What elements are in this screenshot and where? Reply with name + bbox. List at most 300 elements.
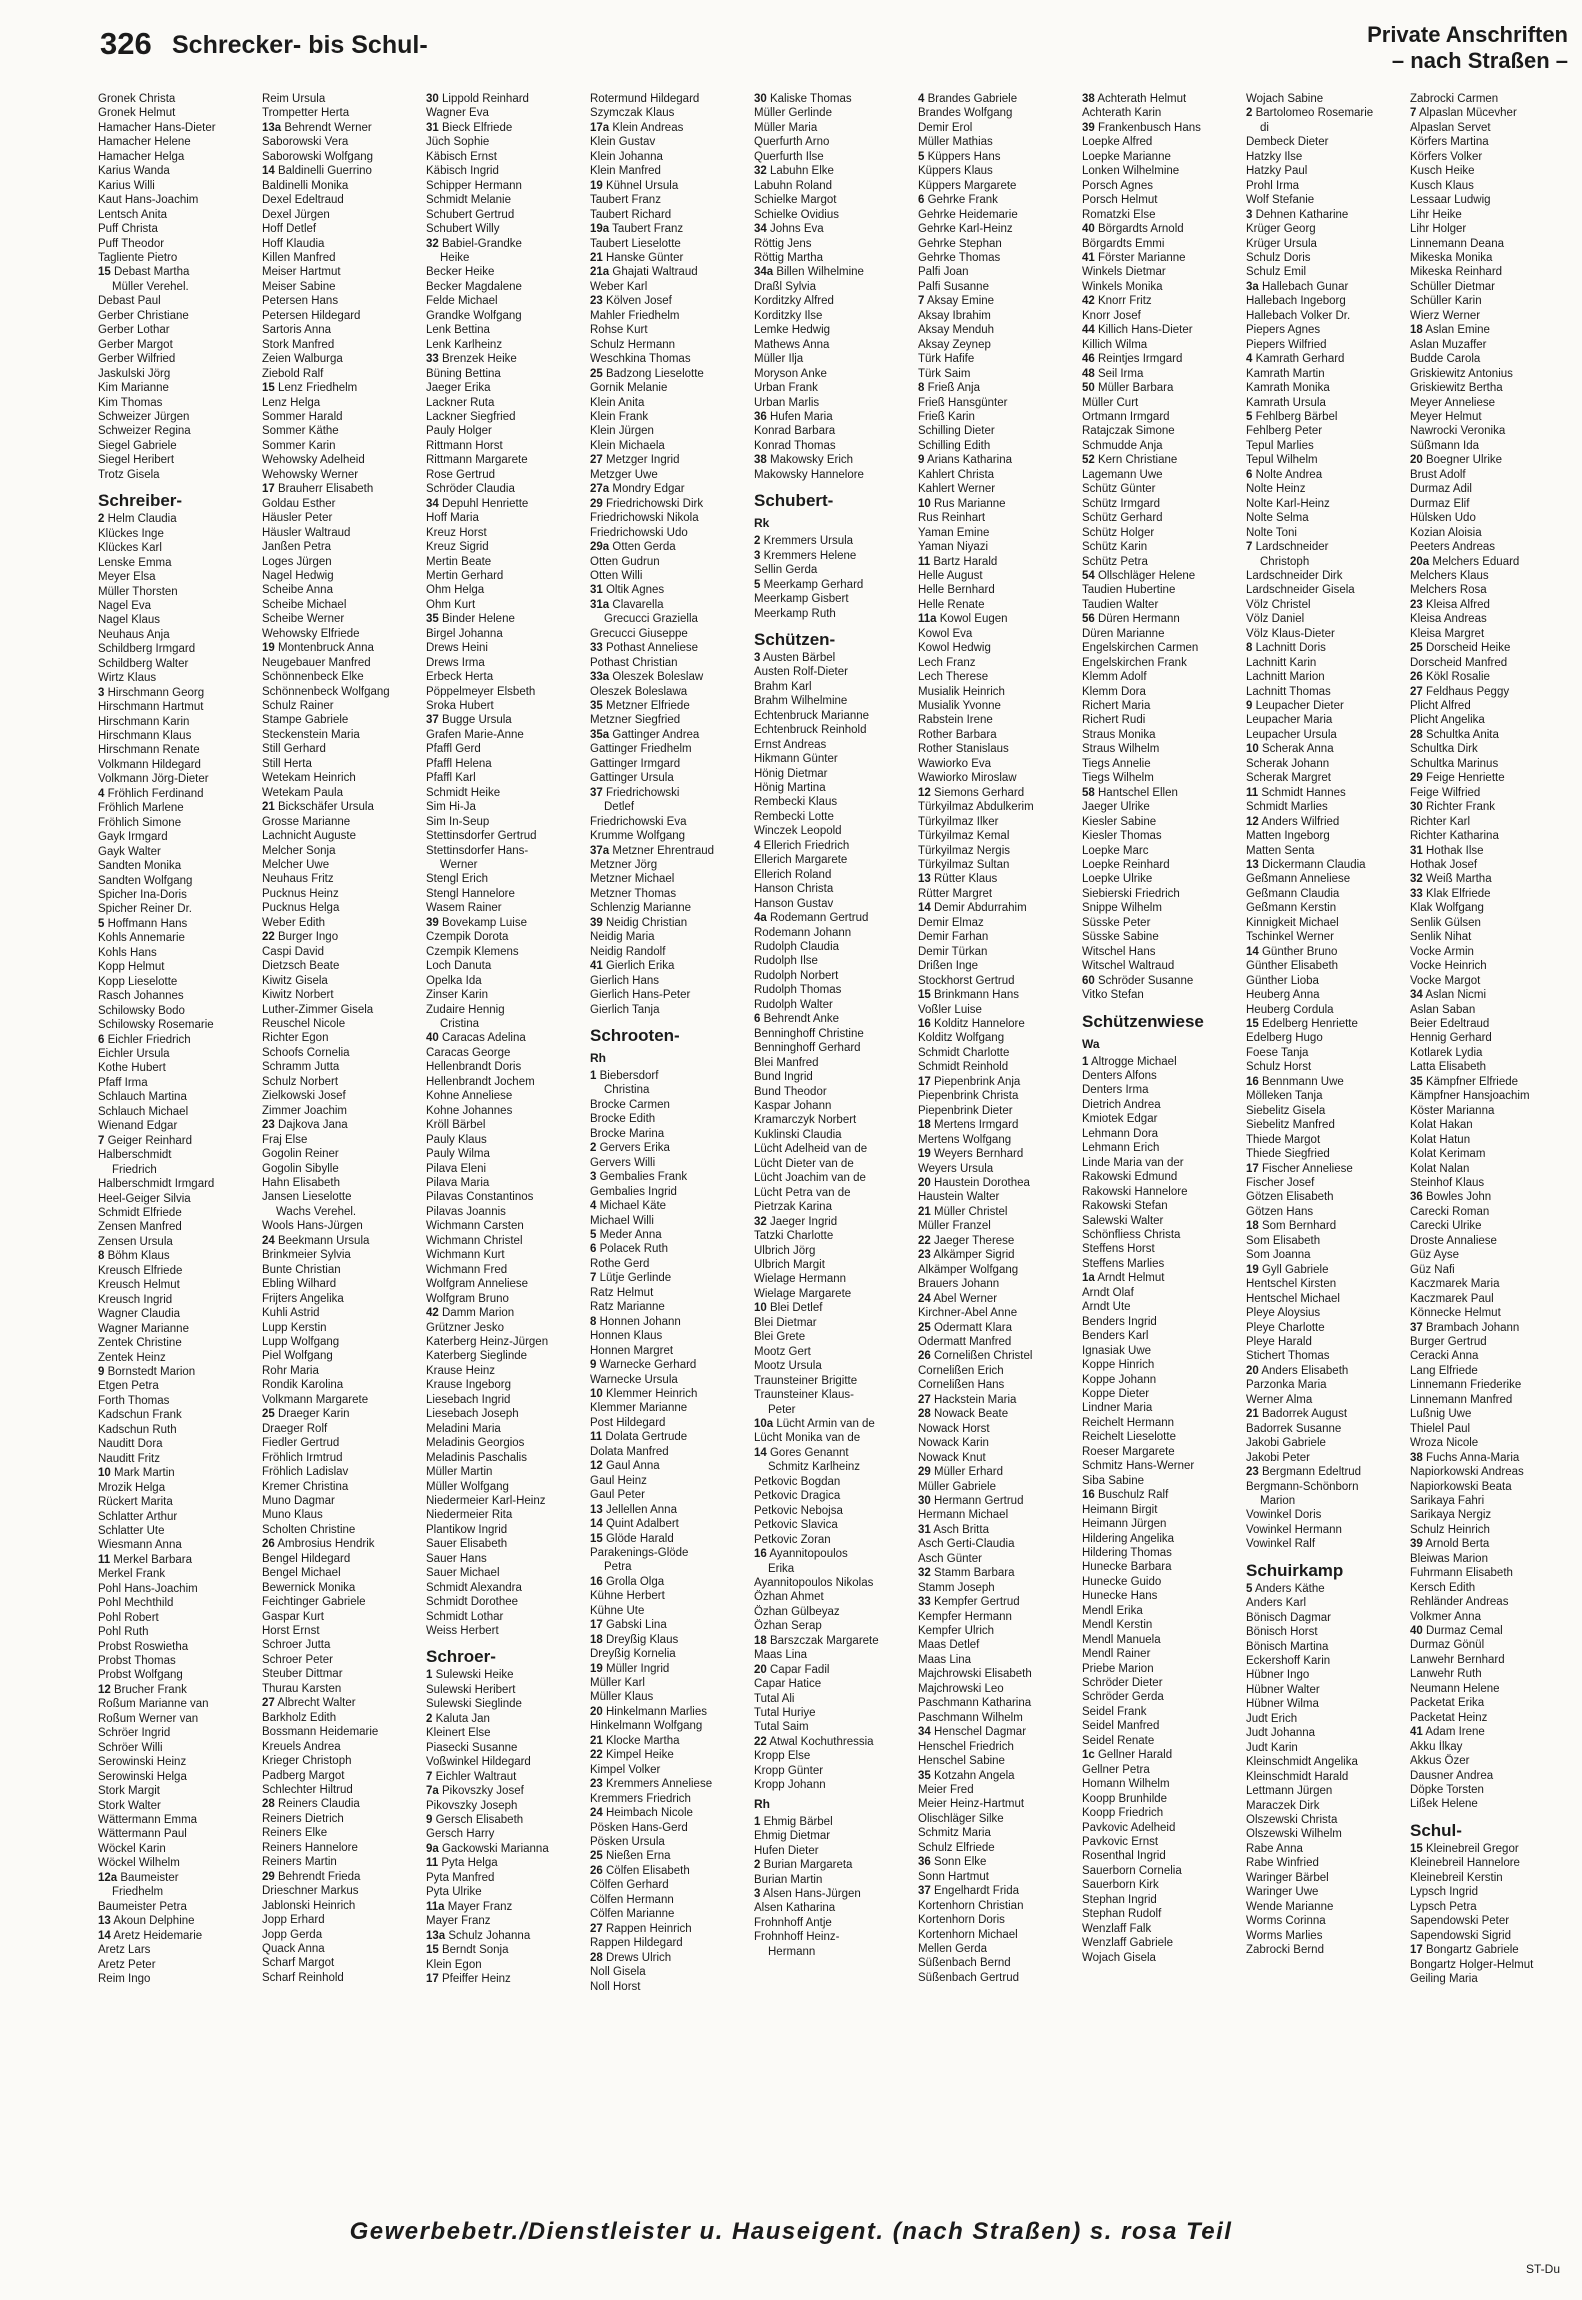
resident-entry: Schröer Willi	[98, 1741, 163, 1754]
resident-entry: Sulewski Heribert	[426, 1683, 516, 1696]
resident-entry: Rus Reinhart	[918, 512, 986, 525]
house-number: 4	[98, 787, 105, 800]
resident-entry: Engelskirchen Carmen	[1082, 642, 1199, 655]
resident-entry: Porsch Helmut	[1082, 194, 1158, 207]
resident-entry: Kleinert Else	[426, 1727, 491, 1740]
resident-entry: Sommer Karin	[262, 439, 336, 452]
resident-entry: Götzen Hans	[1246, 1205, 1314, 1218]
resident-entry: Janßen Petra	[262, 541, 332, 554]
resident-entry: Schlechter Hiltrud	[262, 1784, 353, 1797]
house-number: 19	[918, 1148, 931, 1161]
resident-entry: Tutal Saim	[754, 1721, 809, 1734]
resident-entry: 23 Dajkova Jana	[262, 1119, 348, 1132]
resident-entry: Brocke Marina	[590, 1127, 665, 1140]
resident-entry: Stettinsdorfer Hans-	[426, 844, 529, 857]
house-number: 27	[590, 454, 603, 467]
resident-entry: Klemm Dora	[1082, 685, 1146, 698]
house-number: 35	[1410, 1075, 1423, 1088]
resident-entry: Hülsken Udo	[1410, 512, 1476, 525]
resident-entry: Schulz Heinrich	[1410, 1523, 1490, 1536]
house-number: 10	[918, 497, 931, 510]
house-number: 31	[918, 1523, 931, 1536]
resident-entry: Dexel Edeltraud	[262, 194, 344, 207]
resident-entry: Barkholz Edith	[262, 1711, 337, 1724]
resident-entry: Cölfen Gerhard	[590, 1879, 669, 1892]
resident-entry: Wichmann Kurt	[426, 1249, 505, 1262]
house-number: 50	[1082, 382, 1095, 395]
resident-entry: Kim Thomas	[98, 396, 163, 409]
resident-entry: Drews Heini	[426, 642, 488, 655]
resident-entry: Schütz Günter	[1082, 483, 1156, 496]
resident-entry: Hennig Gerhard	[1410, 1032, 1492, 1045]
house-number: 18	[1410, 324, 1423, 337]
resident-entry: Probst Roswietha	[98, 1640, 189, 1653]
resident-entry: Schramm Jutta	[262, 1061, 340, 1074]
resident-entry: Mikeska Reinhard	[1410, 266, 1503, 279]
resident-entry: Gehrke Karl-Heinz	[918, 223, 1013, 236]
resident-entry: Schröder Dieter	[1082, 1677, 1163, 1690]
resident-entry: Kreusch Helmut	[98, 1279, 180, 1292]
resident-entry: 35a Gattinger Andrea	[590, 728, 700, 741]
resident-entry: Kleinschmidt Harald	[1246, 1770, 1349, 1783]
resident-entry: Cölfen Hermann	[590, 1893, 674, 1906]
resident-entry: Müller Franzel	[918, 1220, 991, 1233]
resident-entry: Mayer Franz	[426, 1915, 491, 1928]
resident-entry: Reuschel Nicole	[262, 1018, 346, 1030]
resident-entry: Wawiorko Eva	[918, 757, 992, 770]
resident-entry: Taubert Franz	[590, 194, 661, 207]
resident-entry: Gornik Melanie	[590, 382, 668, 395]
resident-entry: Liesebach Ingrid	[426, 1393, 511, 1406]
house-number: 27a	[590, 483, 610, 496]
resident-entry: Schlatter Ute	[98, 1524, 165, 1537]
resident-entry: Schmitz Maria	[918, 1827, 991, 1840]
resident-entry: Wojach Gisela	[1082, 1951, 1156, 1964]
resident-entry: Kopp Lieselotte	[98, 975, 178, 988]
resident-entry: Melcher Uwe	[262, 859, 330, 872]
resident-entry: Sim Hi-Ja	[426, 801, 476, 814]
resident-entry: Türkyilmaz Ilker	[918, 815, 999, 828]
resident-entry: Wienand Edgar	[98, 1120, 178, 1133]
directory-column	[588, 92, 752, 2210]
resident-entry: 15 Lenz Friedhelm	[262, 382, 358, 395]
resident-entry: Cornelißen Erich	[918, 1364, 1004, 1377]
resident-entry: Wools Hans-Jürgen	[262, 1220, 363, 1233]
resident-entry: 5 Meerkamp Gerhard	[754, 578, 864, 591]
resident-entry: Brinkmeier Sylvia	[262, 1249, 351, 1262]
resident-entry: Lachnitt Marion	[1246, 671, 1325, 684]
resident-entry: Urban Marlis	[754, 396, 820, 409]
resident-entry: 5 Küppers Hans	[918, 150, 1001, 163]
resident-entry: 60 Schröder Susanne	[1082, 974, 1194, 987]
resident-entry: Niedermeier Karl-Heinz	[426, 1494, 546, 1507]
resident-entry: Kühne Ute	[590, 1604, 645, 1617]
resident-entry: Querfurth Arno	[754, 136, 830, 149]
resident-entry: Lackner Siegfried	[426, 410, 516, 423]
resident-entry: Killich Wilma	[1082, 338, 1148, 351]
resident-entry: Mathews Anna	[754, 338, 830, 351]
resident-entry: Heel-Geiger Silvia	[98, 1192, 191, 1205]
resident-entry: Hamacher Helene	[98, 136, 191, 149]
resident-entry: Packetat Heinz	[1410, 1711, 1488, 1724]
resident-entry: Taudien Hubertine	[1082, 584, 1176, 597]
resident-entry: 7 Lardschneider	[1246, 541, 1329, 554]
resident-entry: Stephan Ingrid	[1082, 1893, 1157, 1906]
resident-entry: Serowinski Helga	[98, 1770, 187, 1783]
resident-entry: Türk Saim	[918, 367, 971, 380]
directory-column	[424, 92, 588, 2210]
resident-entry: Schielke Margot	[754, 194, 837, 207]
resident-entry: Rembecki Klaus	[754, 796, 838, 809]
resident-entry: Kozian Aloisia	[1410, 526, 1482, 539]
resident-entry: Meyer Helmut	[1410, 410, 1482, 423]
resident-entry: Vitko Stefan	[1082, 989, 1144, 1002]
resident-entry: 17a Klein Andreas	[590, 121, 684, 134]
resident-entry: Oleszek Boleslawa	[590, 685, 688, 698]
entry-continuation: Petra	[604, 1561, 632, 1574]
resident-entry: Mellen Gerda	[918, 1943, 988, 1955]
resident-entry: Neuhaus Anja	[98, 628, 170, 641]
resident-entry: Kohls Hans	[98, 946, 157, 959]
resident-entry: Waringer Uwe	[1246, 1886, 1319, 1899]
house-number: 33	[590, 642, 603, 655]
resident-entry: Zimmer Joachim	[262, 1104, 347, 1117]
resident-entry: Salewski Walter	[1082, 1214, 1164, 1227]
house-number: 24	[590, 1807, 603, 1820]
house-number: 23	[590, 295, 603, 308]
house-number: 31	[590, 584, 603, 597]
house-number: 23	[1246, 1466, 1259, 1479]
resident-entry: Echtenbruck Reinhold	[754, 724, 867, 737]
resident-entry: Seidel Manfred	[1082, 1720, 1160, 1733]
house-number: 25	[590, 367, 603, 380]
resident-entry: Bengel Hildegard	[262, 1552, 351, 1565]
directory-column	[1408, 92, 1572, 2210]
resident-entry: Carecki Ulrike	[1410, 1220, 1482, 1233]
house-number: 1	[426, 1669, 433, 1682]
resident-entry: Ohm Kurt	[426, 598, 476, 611]
resident-entry: 8 Frieß Anja	[918, 382, 981, 395]
directory-column	[96, 92, 260, 2210]
entry-continuation: Wachs Verehel.	[276, 1205, 357, 1218]
resident-entry: Zentek Christine	[98, 1337, 182, 1350]
house-number: 13	[98, 1915, 111, 1928]
resident-entry: 34 Depuhl Henriette	[426, 497, 529, 510]
resident-entry: 11a Mayer Franz	[426, 1900, 513, 1913]
resident-entry: Kempfer Hermann	[918, 1610, 1012, 1623]
resident-entry: 29 Behrendt Frieda	[262, 1870, 361, 1883]
house-number: 32	[918, 1567, 931, 1580]
resident-entry: 33 Kempfer Gertrud	[918, 1596, 1020, 1609]
resident-entry: Tepul Wilhelm	[1246, 454, 1318, 467]
resident-entry: Wichmann Christel	[426, 1234, 523, 1247]
resident-entry: Klemm Adolf	[1082, 671, 1147, 684]
resident-entry: Katerberg Sieglinde	[426, 1350, 528, 1363]
resident-entry: Hamacher Hans-Dieter	[98, 121, 216, 134]
house-number: 3	[754, 549, 761, 562]
resident-entry: Rakowski Hannelore	[1082, 1185, 1188, 1198]
resident-entry: Tiegs Annelie	[1082, 757, 1151, 770]
resident-entry: Makowsky Hannelore	[754, 468, 864, 481]
house-number: 25	[918, 1321, 931, 1334]
resident-entry: Häusler Waltraud	[262, 526, 351, 539]
resident-entry: Schröder Gerda	[1082, 1691, 1164, 1704]
resident-entry: Lardschneider Dirk	[1246, 569, 1343, 582]
resident-entry: Schultka Dirk	[1410, 743, 1478, 756]
resident-entry: Pilava Maria	[426, 1176, 490, 1189]
resident-entry: Kremmers Friedrich	[590, 1792, 691, 1805]
resident-entry: Musialik Yvonne	[918, 700, 1001, 713]
house-number: 34	[426, 497, 439, 510]
resident-entry: Caspi David	[262, 945, 324, 958]
resident-entry: Hunecke Barbara	[1082, 1561, 1172, 1574]
resident-entry: Weiss Herbert	[426, 1625, 499, 1638]
resident-entry: Lücht Adelheid van de	[754, 1143, 868, 1156]
resident-entry: Latta Elisabeth	[1410, 1061, 1487, 1074]
resident-entry: Lücht Dieter van de	[754, 1157, 854, 1170]
house-number: 48	[1082, 367, 1095, 380]
resident-entry: Nagel Klaus	[98, 614, 161, 627]
resident-entry: Mootz Gert	[754, 1345, 811, 1358]
resident-entry: Völz Christel	[1246, 598, 1311, 611]
resident-entry: 29 Müller Erhard	[918, 1466, 1004, 1479]
resident-entry: Pilavas Joannis	[426, 1205, 506, 1218]
resident-entry: 27 Hackstein Maria	[918, 1393, 1017, 1406]
resident-entry: 3 Hirschmann Georg	[98, 686, 205, 699]
resident-entry: Stichert Thomas	[1246, 1350, 1330, 1363]
resident-entry: 28 Nowack Beate	[918, 1408, 1009, 1421]
resident-entry: 11 Pyta Helga	[426, 1857, 498, 1870]
house-number: 26	[590, 1864, 603, 1877]
resident-entry: Gierlich Hans-Peter	[590, 989, 691, 1002]
resident-entry: Lachnicht Auguste	[262, 830, 356, 843]
resident-entry: Pohl Robert	[98, 1611, 159, 1624]
resident-entry: Kämpfner Hansjoachim	[1410, 1090, 1530, 1103]
house-number: 13	[590, 1503, 603, 1516]
resident-entry: Schubert Gertrud	[426, 208, 515, 221]
house-number: 31	[426, 121, 439, 134]
house-number: 13a	[262, 121, 282, 134]
house-number: 1	[590, 1070, 597, 1082]
house-number: 11	[590, 1431, 603, 1444]
resident-entry: Müller Gabriele	[918, 1480, 996, 1493]
resident-entry: Ehmig Dietmar	[754, 1830, 831, 1843]
resident-entry: Brahm Karl	[754, 680, 812, 693]
resident-entry: 1 Biebersdorf	[590, 1070, 659, 1082]
resident-entry: Klein Manfred	[590, 165, 661, 178]
resident-entry: Geßmann Kerstin	[1246, 902, 1337, 915]
resident-entry: Käbisch Ingrid	[426, 165, 499, 178]
resident-entry: Schroer Peter	[262, 1653, 333, 1666]
resident-entry: Kropp Johann	[754, 1779, 826, 1792]
resident-entry: Baumeister Petra	[98, 1900, 187, 1913]
resident-entry: Schmidt Charlotte	[918, 1046, 1010, 1059]
resident-entry: Rother Barbara	[918, 728, 997, 741]
resident-entry: Cornelißen Hans	[918, 1379, 1005, 1392]
resident-entry: Völz Daniel	[1246, 613, 1305, 626]
resident-entry: 20 Hinkelmann Marlies	[590, 1705, 707, 1718]
resident-entry: Koopp Friedrich	[1082, 1807, 1164, 1820]
resident-entry: Lackner Ruta	[426, 396, 495, 409]
resident-entry: 23 Kleisa Alfred	[1410, 598, 1490, 611]
resident-entry: Klückes Karl	[98, 542, 162, 555]
resident-entry: Hothak Josef	[1410, 859, 1478, 872]
resident-entry: Heuberg Cordula	[1246, 1003, 1334, 1016]
resident-entry: Sapendowski Sigrid	[1410, 1929, 1512, 1942]
house-number: 12a	[98, 1871, 118, 1884]
resident-entry: Caracas George	[426, 1046, 511, 1059]
resident-entry: Türkyilmaz Sultan	[918, 859, 1010, 872]
resident-entry: 15 Debast Martha	[98, 266, 190, 279]
resident-entry: Lihr Heike	[1410, 208, 1462, 221]
house-number: 25	[262, 1408, 275, 1421]
house-number: 10	[590, 1387, 603, 1400]
resident-entry: Snippe Wilhelm	[1082, 902, 1162, 915]
resident-entry: Cölfen Marianne	[590, 1908, 675, 1921]
resident-entry: Schildberg Irmgard	[98, 643, 196, 656]
resident-entry: Siegel Gabriele	[98, 439, 177, 452]
resident-entry: Aksay Zeynep	[918, 338, 991, 351]
resident-entry: Saborowski Vera	[262, 136, 349, 149]
resident-entry: 3 Alsen Hans-Jürgen	[754, 1888, 861, 1901]
resident-entry: Schroer Jutta	[262, 1639, 331, 1652]
house-number: 20a	[1410, 555, 1430, 568]
resident-entry: Metzner Jörg	[590, 859, 658, 872]
resident-entry: Noll Horst	[590, 1980, 641, 1993]
resident-entry: 29 Feige Henriette	[1410, 772, 1505, 785]
resident-entry: 37 Bugge Ursula	[426, 714, 512, 727]
resident-entry: 8 Honnen Johann	[590, 1315, 681, 1328]
entry-continuation: Friedhelm	[112, 1886, 164, 1899]
resident-entry: Ziebold Ralf	[262, 367, 324, 380]
house-number: 29	[918, 1466, 931, 1479]
resident-entry: Ceracki Anna	[1410, 1350, 1479, 1363]
resident-entry: 41 Förster Marianne	[1082, 251, 1186, 264]
house-number: 9	[918, 454, 925, 467]
resident-entry: Kadschun Frank	[98, 1409, 182, 1422]
house-number: 22	[262, 931, 275, 944]
resident-entry: Wiesmann Anna	[98, 1539, 182, 1552]
house-number: 21	[262, 801, 275, 814]
resident-entry: Kolat Nalan	[1410, 1162, 1470, 1175]
resident-entry: Pösken Ursula	[590, 1836, 665, 1849]
resident-entry: Fröhlich Marlene	[98, 802, 184, 815]
resident-entry: Stengl Erich	[426, 873, 489, 886]
resident-entry: Krüger Ursula	[1246, 237, 1317, 250]
resident-entry: Mootz Ursula	[754, 1360, 822, 1373]
resident-entry: Ulbrich Jörg	[754, 1244, 816, 1257]
resident-entry: Benninghoff Gerhard	[754, 1042, 861, 1055]
resident-entry: Wolfgram Anneliese	[426, 1278, 529, 1291]
resident-entry: Pleye Aloysius	[1246, 1307, 1321, 1320]
resident-entry: 41 Adam Irene	[1410, 1726, 1485, 1739]
resident-entry: 17 Gabski Lina	[590, 1619, 667, 1632]
house-number: 37	[1410, 1321, 1423, 1334]
resident-entry: 11 Bartz Harald	[918, 555, 998, 568]
resident-entry: Pucknus Helga	[262, 902, 340, 915]
resident-entry: Pucknus Heinz	[262, 887, 339, 900]
resident-entry: Zensen Manfred	[98, 1221, 182, 1234]
resident-entry: Volkmer Anna	[1410, 1610, 1481, 1623]
resident-entry: Schulz Emil	[1246, 266, 1307, 279]
resident-entry: Metzger Uwe	[590, 468, 658, 481]
resident-entry: Hikmann Günter	[754, 753, 838, 766]
resident-entry: Badorrek Susanne	[1246, 1422, 1342, 1435]
resident-entry: Türkyilmaz Nergis	[918, 844, 1011, 857]
resident-entry: Schmidt Reinhold	[918, 1061, 1009, 1074]
resident-entry: Probst Wolfgang	[98, 1669, 183, 1682]
house-number: 3	[754, 1888, 761, 1901]
resident-entry: Kuhli Astrid	[262, 1307, 320, 1320]
resident-entry: Kolat Hakan	[1410, 1119, 1473, 1132]
resident-entry: 29 Friedrichowski Dirk	[590, 497, 704, 510]
resident-entry: 33 Brenzek Heike	[426, 353, 517, 366]
house-number: 16	[1082, 1489, 1095, 1502]
house-number: 36	[918, 1856, 931, 1869]
resident-entry: Sauerborn Kirk	[1082, 1879, 1159, 1892]
house-number: 21	[918, 1205, 931, 1218]
resident-entry: Hirschmann Karin	[98, 715, 190, 728]
resident-entry: Schultka Marinus	[1410, 757, 1499, 770]
house-number: 39	[1082, 121, 1095, 134]
resident-entry: 52 Kern Christiane	[1082, 454, 1178, 467]
resident-entry: 6 Polacek Ruth	[590, 1243, 669, 1256]
resident-entry: Zabrocki Carmen	[1410, 93, 1499, 105]
resident-entry: Nauditt Dora	[98, 1438, 163, 1451]
house-number: 46	[1082, 353, 1095, 366]
resident-entry: Draeger Rolf	[262, 1422, 328, 1435]
resident-entry: Vocke Margot	[1410, 974, 1481, 987]
resident-entry: Pauly Klaus	[426, 1133, 487, 1146]
resident-entry: Gaul Heinz	[590, 1474, 647, 1487]
resident-entry: Mikeska Monika	[1410, 251, 1493, 264]
resident-entry: Grützner Jesko	[426, 1321, 504, 1334]
resident-entry: Gronek Christa	[98, 93, 176, 105]
resident-entry: Echtenbruck Marianne	[754, 709, 870, 722]
house-number: 2	[1246, 107, 1253, 120]
resident-entry: 50 Müller Barbara	[1082, 382, 1174, 395]
resident-entry: Homann Wilhelm	[1082, 1778, 1170, 1791]
house-number: 6	[98, 1033, 105, 1046]
resident-entry: 36 Bowles John	[1410, 1191, 1492, 1204]
resident-entry: 54 Ollschläger Helene	[1082, 569, 1196, 582]
resident-entry: Hahn Elisabeth	[262, 1176, 340, 1189]
resident-entry: Loges Jürgen	[262, 555, 332, 568]
resident-entry: Nolte Toni	[1246, 526, 1297, 539]
resident-entry: Linnemann Deana	[1410, 237, 1504, 250]
house-number: 29	[590, 497, 603, 510]
resident-entry: Tiegs Wilhelm	[1082, 772, 1154, 785]
house-number: 41	[590, 960, 603, 973]
resident-entry: Meerkamp Ruth	[754, 607, 836, 620]
resident-entry: Rose Gertrud	[426, 468, 496, 481]
district-code: Rh	[590, 1051, 606, 1065]
house-number: 32	[426, 237, 439, 250]
resident-entry: Gerber Wilfried	[98, 353, 176, 366]
resident-entry: 8 Böhm Klaus	[98, 1250, 170, 1263]
resident-entry: Henschel Sabine	[918, 1755, 1005, 1768]
resident-entry: 33a Oleszek Boleslaw	[590, 671, 704, 684]
resident-entry: 9a Gackowski Marianna	[426, 1842, 549, 1855]
resident-entry: Schönnenbeck Elke	[262, 671, 364, 684]
house-number: 11	[98, 1553, 111, 1566]
resident-entry: Blei Manfred	[754, 1056, 819, 1069]
resident-entry: Schilling Dieter	[918, 425, 995, 438]
resident-entry: Schütz Irmgard	[1082, 497, 1160, 510]
resident-entry: Siebelitz Manfred	[1246, 1119, 1335, 1132]
resident-entry: 2 Burian Margareta	[754, 1859, 853, 1872]
resident-entry: Fischer Josef	[1246, 1176, 1315, 1189]
